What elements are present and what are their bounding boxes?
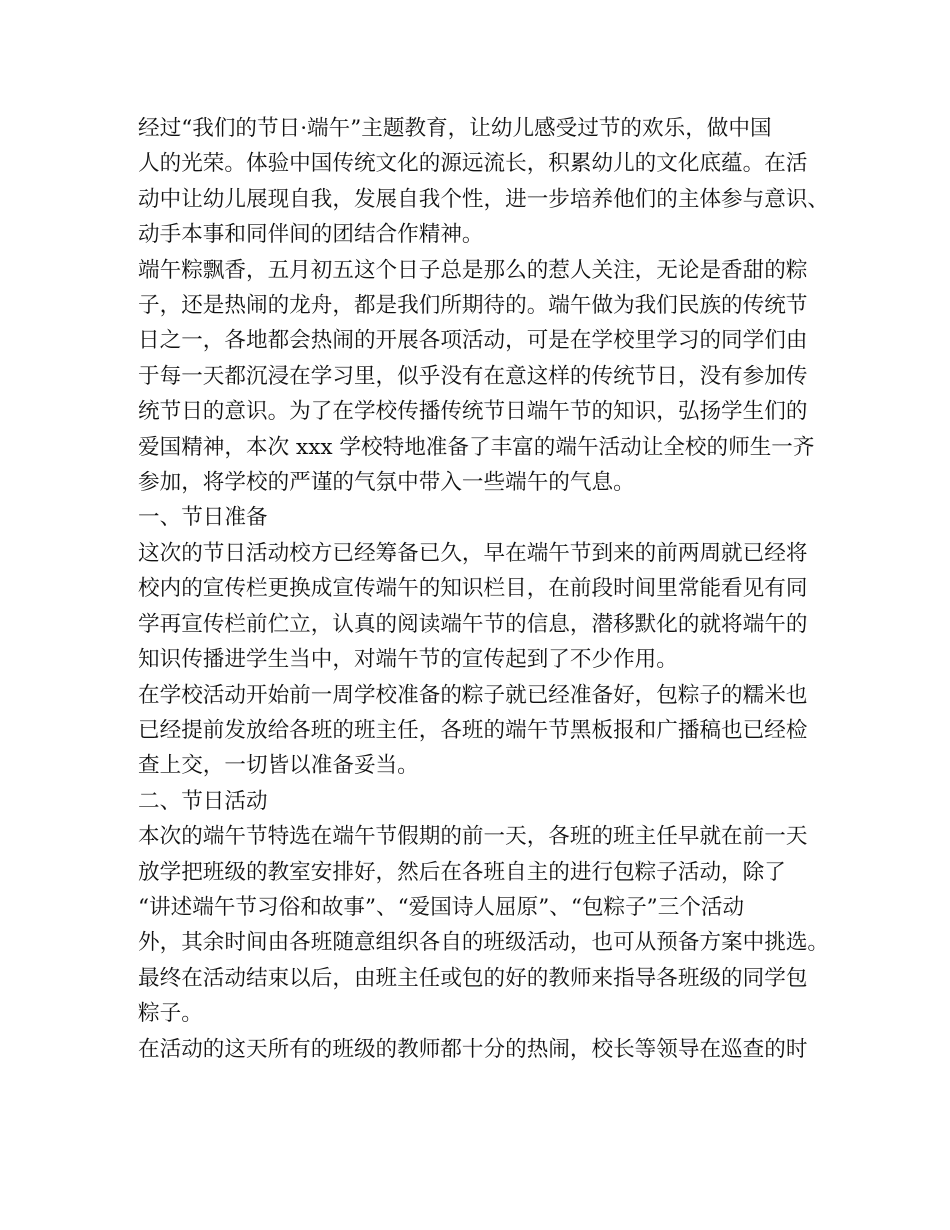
section-heading-activities	[138, 784, 818, 819]
heading-line: 二、节日活动	[138, 788, 268, 814]
paragraph-intro	[138, 111, 830, 253]
text-line: 知识传播进学生当中，对端午节的宣传起到了不少作用。	[138, 647, 678, 673]
text-line: 端午粽飘香，五月初五这个日子总是那么的惹人关注，无论是香甜的粽	[138, 257, 808, 283]
text-line: 爱国精神，本次 xxx 学校特地准备了丰富的端午活动让全校的师生一齐	[138, 434, 815, 460]
text-line: 日之一，各地都会热闹的开展各项活动，可是在学校里学习的同学们由	[138, 328, 808, 354]
text-line: 已经提前发放给各班的班主任，各班的端午节黑板报和广播稿也已经检	[138, 717, 808, 743]
text-line: 最终在活动结束以后，由班主任或包的好的教师来指导各班级的同学包	[138, 965, 808, 991]
paragraph-preparation-2	[138, 678, 818, 784]
text-line: 经过“我们的节日·端午”主题教育，让幼儿感受过节的欢乐，做中国	[138, 116, 772, 141]
text-line: 参加，将学校的严谨的气氛中带入一些端午的气息。	[138, 470, 635, 496]
text-line: 学再宣传栏前伫立，认真的阅读端午节的信息，潜移默化的就将端午的	[138, 611, 808, 637]
text-line: 在学校活动开始前一周学校准备的粽子就已经准备好，包粽子的糯米也	[138, 682, 808, 708]
text-line: 查上交，一切皆以准备妥当。	[138, 753, 419, 779]
text-line: 子，还是热闹的龙舟，都是我们所期待的。端午做为我们民族的传统节	[138, 293, 808, 319]
text-line: 动中让幼儿展现自我，发展自我个性，进一步培养他们的主体参与意识、	[138, 186, 830, 212]
text-line: “讲述端午节习俗和故事”、“爱国诗人屈原”、“包粽子”三个活动	[138, 894, 745, 920]
text-line: 外，其余时间由各班随意组织各自的班级活动，也可从预备方案中挑选。	[138, 930, 830, 956]
heading-line: 一、节日准备	[138, 505, 268, 531]
text-line: 放学把班级的教室安排好，然后在各班自主的进行包粽子活动，除了	[138, 859, 786, 885]
paragraph-background	[138, 253, 818, 501]
text-line: 校内的宣传栏更换成宣传端午的知识栏目，在前段时间里常能看见有同	[138, 576, 808, 602]
text-line: 这次的节日活动校方已经筹备已久，早在端午节到来的前两周就已经将	[138, 540, 808, 566]
document-body	[138, 111, 830, 1067]
text-line: 粽子。	[138, 1001, 203, 1027]
paragraph-preparation-1	[138, 536, 818, 678]
text-line: 统节日的意识。为了在学校传播传统节日端午节的知识，弘扬学生们的	[138, 399, 808, 425]
paragraph-activities-2	[138, 1032, 818, 1067]
text-line: 在活动的这天所有的班级的教师都十分的热闹，校长等领导在巡查的时	[138, 1036, 808, 1062]
text-line: 人的光荣。体验中国传统文化的源远流长，积累幼儿的文化底蕴。在活	[138, 151, 808, 177]
section-heading-preparation	[138, 500, 818, 535]
text-line: 本次的端午节特选在端午节假期的前一天，各班的班主任早就在前一天	[138, 824, 808, 850]
paragraph-activities-1	[138, 819, 830, 1031]
text-line: 于每一天都沉浸在学习里，似乎没有在意这样的传统节日，没有参加传	[138, 363, 808, 389]
text-line: 动手本事和同伴间的团结合作精神。	[138, 222, 484, 248]
